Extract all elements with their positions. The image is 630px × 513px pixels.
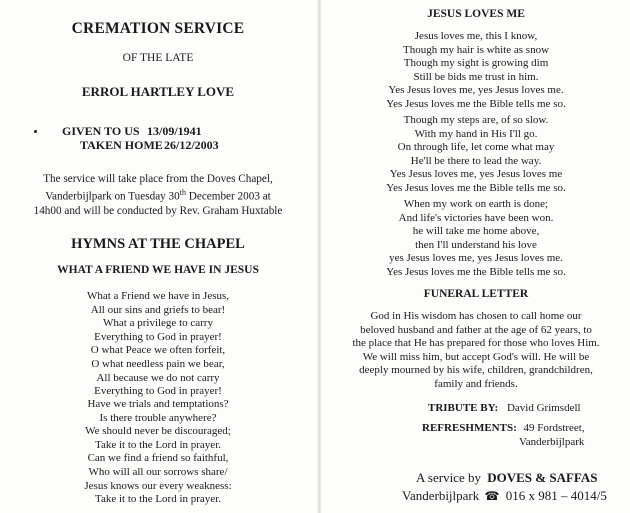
letter-line: beloved husband and father at the age of 62 years, to — [360, 323, 592, 336]
letter-line: We will miss him, but accept God's will. He will be — [362, 350, 590, 363]
hymn-line: We should never be discouraged; — [85, 425, 231, 438]
tribute — [428, 402, 581, 414]
service-line-1: The service will take place from the Doves Chapel, — [43, 173, 273, 185]
speck — [34, 130, 37, 133]
song-verse-3 — [322, 198, 630, 280]
song-line: On through life, let come what may — [397, 141, 555, 154]
song-line: Yes Jesus loves me the Bible tells me so. — [386, 97, 566, 110]
given-label: GIVEN TO US — [62, 124, 140, 138]
service-line-3: 14h00 and will be conducted by Rev. Graham Huxtable — [33, 204, 283, 217]
letter-line: God in His wisdom has chosen to call home our — [370, 310, 582, 322]
hymn-line: Who will all our sorrows share/ — [88, 465, 228, 478]
company-name: DOVES & SAFFAS — [487, 470, 598, 485]
song-line: Though my hair is white as snow — [402, 43, 550, 56]
service-details — [0, 172, 316, 218]
hymn-line: Can we find a friend so faithful, — [87, 452, 229, 465]
taken-date: 26/12/2003 — [164, 138, 219, 152]
service-by-prefix: A service by — [416, 470, 481, 485]
letter-line: family and friends. — [434, 377, 518, 390]
taken-label: TAKEN HOME — [80, 138, 163, 152]
hymn-title: WHAT A FRIEND WE HAVE IN JESUS — [57, 264, 259, 276]
song-line: And life's victories have been won. — [398, 211, 554, 224]
telephone-icon: ☎ — [484, 489, 500, 503]
deceased-name: ERROL HARTLEY LOVE — [81, 84, 235, 99]
song-line: Yes Jesus loves me the Bible tells me so. — [386, 265, 566, 278]
song-verse-2 — [322, 114, 630, 196]
hymn-line: O what Peace we often forfeit, — [90, 344, 226, 357]
refreshments-address: 49 Fordstreet, — [523, 422, 585, 434]
refreshments — [422, 422, 585, 434]
service-by — [416, 470, 598, 486]
hymn-line: O what needless pain we bear, — [91, 357, 225, 370]
contact-line — [402, 488, 607, 504]
hymn-verse-2 — [0, 398, 316, 507]
hymn-line: All because we do not carry — [96, 371, 220, 384]
song-verse-1 — [322, 30, 630, 112]
hymns-heading: HYMNS AT THE CHAPEL — [71, 236, 245, 252]
funeral-letter — [322, 310, 630, 392]
song-line: Though my sight is growing dim — [403, 57, 549, 70]
contact-phone: 016 x 981 – 4014/5 — [505, 488, 607, 503]
hymn-line: What a privilege to carry — [103, 317, 213, 330]
song-title: JESUS LOVES ME — [427, 8, 525, 20]
hymn-line: Take it to the Lord in prayer. — [95, 493, 221, 506]
song-line: Yes Jesus loves me, yes Jesus loves me — [389, 168, 563, 181]
funeral-letter-heading: FUNERAL LETTER — [423, 288, 529, 300]
song-line: Still be bids me trust in him. — [413, 70, 539, 83]
song-line: Yes Jesus loves me the Bible tells me so. — [386, 181, 566, 194]
hymn-line: All our sins and griefs to bear! — [90, 303, 226, 316]
tribute-value: David Grimsdell — [506, 402, 581, 414]
service-line-2: Vanderbijlpark on Tuesday 30th December 2003 at — [45, 188, 271, 203]
of-the-late: OF THE LATE — [122, 52, 194, 64]
song-line: he will take me home above, — [412, 225, 540, 238]
song-line: Yes Jesus loves me, yes Jesus loves me. — [388, 84, 564, 97]
song-line: He'll be there to lead the way. — [410, 154, 542, 167]
refreshments-town: Vanderbijlpark — [519, 436, 585, 448]
song-line: When my work on earth is done; — [403, 198, 549, 210]
song-line: Jesus loves me, this I know, — [414, 30, 538, 42]
song-line: then I'll understand his love — [415, 238, 537, 251]
service-title: CREMATION SERVICE — [71, 20, 245, 37]
hymn-verse-1 — [0, 290, 316, 399]
hymn-line: Is there trouble anywhere? — [99, 411, 217, 424]
hymn-line: Have we trials and temptations? — [87, 398, 229, 410]
letter-line: deeply mourned by his wife, children, grandchildren, — [359, 364, 593, 377]
tribute-label: TRIBUTE BY: — [428, 402, 499, 414]
song-line: With my hand in His I'll go. — [414, 127, 538, 140]
hymn-line: Everything to God in prayer! — [94, 330, 222, 343]
hymn-line: What a Friend we have in Jesus, — [86, 290, 230, 302]
hymn-line: Everything to God in prayer! — [94, 385, 222, 398]
song-line: yes Jesus loves me, yes Jesus loves me. — [389, 252, 563, 265]
given-date: 13/09/1941 — [147, 124, 202, 138]
refreshments-label: REFRESHMENTS: — [422, 422, 517, 434]
song-line: Though my steps are, of so slow. — [403, 114, 549, 126]
right-panel — [322, 0, 630, 513]
letter-line: the place that He has prepared for those who loves Him. — [352, 337, 600, 350]
contact-town: Vanderbijlpark — [402, 488, 480, 503]
hymn-line: Take it to the Lord in prayer. — [95, 438, 221, 451]
hymn-line: Jesus knows our every weakness: — [84, 479, 232, 492]
